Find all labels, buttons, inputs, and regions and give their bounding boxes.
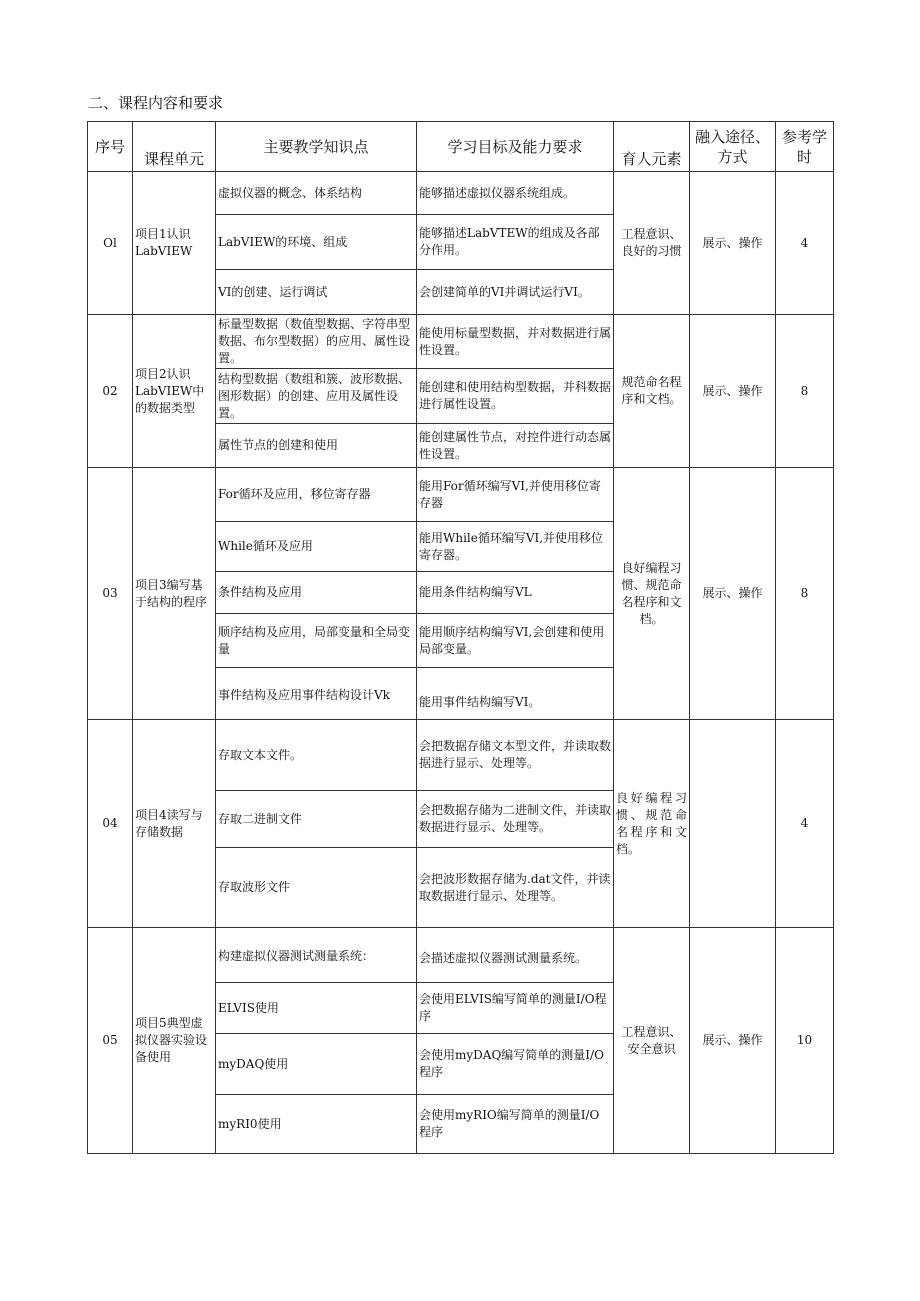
- section-title: 二、课程内容和要求: [88, 94, 224, 112]
- header-unit: 课程单元: [133, 122, 216, 172]
- header-goal: 学习目标及能力要求: [417, 122, 614, 172]
- header-row: [88, 122, 834, 172]
- row-hours: 4: [776, 720, 834, 928]
- knowledge-cell: myRI0使用: [216, 1095, 417, 1154]
- header-knowledge: 主要教学知识点: [216, 122, 417, 172]
- row-hours: 8: [776, 468, 834, 720]
- goal-cell: 能够描述虚拟仪器系统组成。: [417, 172, 614, 215]
- table-row: [88, 172, 834, 215]
- row-element: 良好编程习惯、规范命名程序和文档。: [614, 468, 690, 720]
- knowledge-cell: 属性节点的创建和使用: [216, 424, 417, 468]
- knowledge-cell: ELVIS使用: [216, 983, 417, 1034]
- knowledge-cell: 事件结构及应用事件结构设计Vk: [216, 668, 417, 720]
- goal-cell: 会创建简单的VI并调试运行VI。: [417, 270, 614, 315]
- row-unit: 项目5典型虚拟仪器实验设备使用: [133, 928, 216, 1154]
- knowledge-cell: 构建虚拟仪器测试测量系统：: [216, 928, 417, 983]
- row-unit: 项目1认识LabVIEW: [133, 172, 216, 315]
- knowledge-cell: For循环及应用，移位寄存器: [216, 468, 417, 522]
- row-hours: 10: [776, 928, 834, 1154]
- goal-cell: 会把波形数据存储为.dat文件，并读取数据进行显示、处理等。: [417, 848, 614, 928]
- row-method: 展示、操作: [690, 172, 776, 315]
- row-seq: 04: [88, 720, 133, 928]
- goal-cell: 能用顺序结构编写VI,会创建和使用局部变量。: [417, 614, 614, 668]
- row-method: 展示、操作: [690, 315, 776, 468]
- header-hours: 参考学时: [776, 122, 834, 172]
- goal-cell: 能使用标量型数据，并对数据进行属性设置。: [417, 315, 614, 369]
- goal-cell: 会把数据存储为二进制文件，并读取数据进行显示、处理等。: [417, 791, 614, 848]
- goal-cell: 能用条件结构编写VL: [417, 572, 614, 614]
- row-element: 良好编程习惯、规范命名程序和文档。: [614, 720, 690, 928]
- knowledge-cell: 标量型数据（数值型数据、字符串型数据、布尔型数据）的应用、属性设置。: [216, 315, 417, 369]
- knowledge-cell: 存取二进制文件: [216, 791, 417, 848]
- row-seq: 03: [88, 468, 133, 720]
- row-element: 规范命名程序和文档。: [614, 315, 690, 468]
- header-method: 融入途径、方式: [690, 122, 776, 172]
- row-hours: 8: [776, 315, 834, 468]
- knowledge-cell: myDAQ使用: [216, 1034, 417, 1095]
- knowledge-cell: VI的创建、运行调试: [216, 270, 417, 315]
- row-element: 工程意识、安全意识: [614, 928, 690, 1154]
- goal-cell: 能用事件结构编写VI。: [417, 668, 614, 720]
- goal-cell: 会使用myRIO编写简单的测量I/O程序: [417, 1095, 614, 1154]
- table-row: [88, 468, 834, 522]
- table-row: [88, 720, 834, 791]
- knowledge-cell: 条件结构及应用: [216, 572, 417, 614]
- goal-cell: 会使用ELVIS编写简单的测量I/O程序: [417, 983, 614, 1034]
- row-unit: 项目4读写与存储数据: [133, 720, 216, 928]
- knowledge-cell: 结构型数据（数组和簇、波形数据、图形数据）的创建、应用及属性设置。: [216, 369, 417, 424]
- knowledge-cell: 存取波形文件: [216, 848, 417, 928]
- row-method: 展示、操作: [690, 468, 776, 720]
- table-row: [88, 928, 834, 983]
- goal-cell: 能创建和使用结构型数据，并科数据进行属性设置。: [417, 369, 614, 424]
- row-seq: 05: [88, 928, 133, 1154]
- course-content-table: [87, 121, 834, 1154]
- goal-cell: 会描述虚拟仪器测试测量系统。: [417, 928, 614, 983]
- knowledge-cell: LabVIEW的环境、组成: [216, 215, 417, 270]
- row-method: 展示、操作: [690, 928, 776, 1154]
- knowledge-cell: 存取文本文件。: [216, 720, 417, 791]
- table-row: [88, 315, 834, 369]
- row-unit: 项目3编写基于结构的程序: [133, 468, 216, 720]
- goal-cell: 能用While循环编写VI,并使用移位寄存器。: [417, 522, 614, 572]
- header-seq: 序号: [88, 122, 133, 172]
- knowledge-cell: 顺序结构及应用，局部变量和全局变量: [216, 614, 417, 668]
- header-element: 育人元素: [614, 122, 690, 172]
- row-element: 工程意识、良好的习惯: [614, 172, 690, 315]
- goal-cell: 能创建属性节点，对控件进行动态属性设置。: [417, 424, 614, 468]
- knowledge-cell: While循环及应用: [216, 522, 417, 572]
- row-method: [690, 720, 776, 928]
- knowledge-cell: 虚拟仪器的概念、体系结构: [216, 172, 417, 215]
- row-unit: 项目2认识LabVIEW中的数据类型: [133, 315, 216, 468]
- goal-cell: 会把数据存储文本型文件，并读取数据进行显示、处理等。: [417, 720, 614, 791]
- row-hours: 4: [776, 172, 834, 315]
- row-seq: Ol: [88, 172, 133, 315]
- row-seq: 02: [88, 315, 133, 468]
- goal-cell: 会使用myDAQ编写简单的测量I/O程序: [417, 1034, 614, 1095]
- goal-cell: 能够描述LabVTEW的组成及各部分作用。: [417, 215, 614, 270]
- goal-cell: 能用For循环编写VI,并使用移位寄存器: [417, 468, 614, 522]
